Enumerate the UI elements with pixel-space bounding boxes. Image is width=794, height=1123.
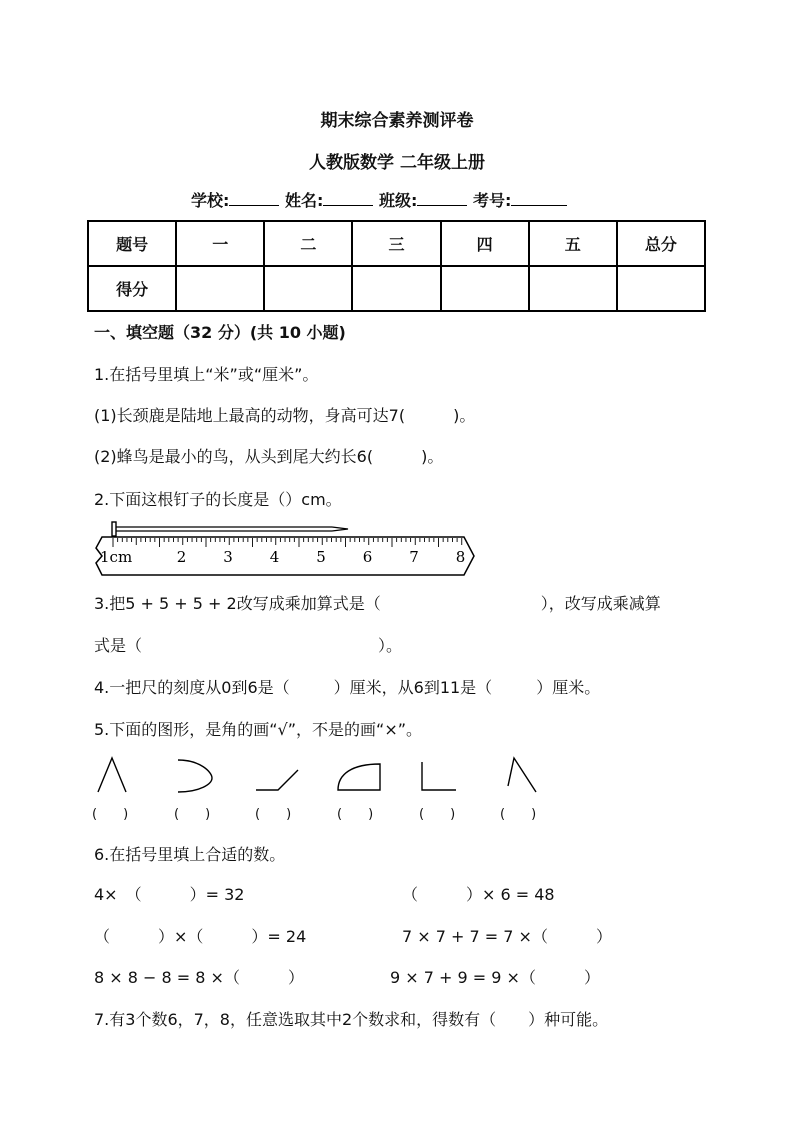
ruler-label: 7: [409, 548, 419, 566]
nail-ruler-figure: [92, 518, 482, 580]
question-1: 1.在括号里填上“米”或“厘米”。: [94, 365, 319, 384]
nail-icon: [112, 522, 348, 536]
shape-quarter-circle: [338, 764, 380, 790]
question-4-text-2: ）厘米，从6到11是（: [333, 678, 493, 697]
question-3-text: 3.把5 + 5 + 5 + 2改写成乘加算式是（: [94, 594, 381, 613]
score-cell[interactable]: [529, 266, 617, 311]
school-blank[interactable]: [229, 191, 279, 206]
table-cell: 四: [441, 221, 529, 266]
ruler-label: 8: [455, 548, 466, 566]
ruler-label: 5: [316, 548, 326, 566]
exam-subtitle: 人教版数学 二年级上册: [309, 153, 485, 173]
score-cell[interactable]: [176, 266, 264, 311]
shape-answer-2[interactable]: ( ): [174, 807, 211, 822]
table-cell: 得分: [88, 266, 176, 311]
question-6-eq-3[interactable]: （ ）×（ ）= 24: [94, 927, 307, 946]
question-6-eq-5[interactable]: 8 × 8 − 8 = 8 ×（ ）: [94, 968, 304, 987]
question-1-1-text: (1)长颈鹿是陆地上最高的动物，身高可达7(: [94, 406, 406, 425]
shape-answer-6[interactable]: ( ): [500, 807, 537, 822]
table-cell: 二: [264, 221, 352, 266]
question-4-end: ）厘米。: [536, 678, 601, 697]
question-6-eq-2[interactable]: （ ）× 6 = 48: [402, 885, 555, 904]
class-label: 班级:: [378, 191, 418, 210]
question-3-line2: [94, 633, 402, 656]
question-1-2-end: )。: [421, 447, 444, 466]
school-label: 学校:: [191, 191, 230, 210]
score-cell[interactable]: [441, 266, 529, 311]
shape-answer-4[interactable]: ( ): [337, 807, 374, 822]
table-cell: 题号: [88, 221, 176, 266]
table-cell: 五: [529, 221, 617, 266]
score-cell[interactable]: [264, 266, 352, 311]
shape-right-angle: [422, 762, 456, 790]
score-cell[interactable]: [617, 266, 705, 311]
exam-number-label: 考号:: [472, 191, 512, 210]
ruler-label: 4: [269, 548, 280, 566]
shape-answer-1[interactable]: ( ): [92, 807, 129, 822]
table-cell: 一: [176, 221, 264, 266]
question-1-1-end: )。: [453, 406, 476, 425]
question-3-end: ）。: [378, 636, 403, 655]
question-1-2: [94, 444, 443, 467]
shape-angle-2: [508, 758, 536, 792]
question-7: 7.有3个数6，7，8，任意选取其中2个数求和，得数有（ ）种可能。: [94, 1010, 609, 1029]
shape-angle-1: [98, 758, 126, 792]
shapes-row: [90, 752, 560, 797]
question-1-2-text: (2)蜂鸟是最小的鸟，从头到尾大约长6(: [94, 447, 374, 466]
question-3: [94, 591, 661, 614]
score-table: [87, 220, 706, 312]
question-5: 5.下面的图形，是角的画“√”，不是的画“×”。: [94, 720, 423, 739]
question-6-eq-4[interactable]: 7 × 7 + 7 = 7 ×（ ）: [402, 927, 612, 946]
table-cell: 三: [352, 221, 440, 266]
question-3-text-3: 式是（: [94, 636, 143, 655]
shape-answer-5[interactable]: ( ): [419, 807, 456, 822]
class-blank[interactable]: [417, 191, 467, 206]
question-4-text: 4.一把尺的刻度从0到6是（: [94, 678, 290, 697]
shape-arc-1: [178, 760, 212, 792]
question-3-text-2: ），改写成乘减算: [540, 594, 661, 613]
ruler-label: 6: [362, 548, 373, 566]
name-label: 姓名:: [284, 191, 324, 210]
section-title: 一、填空题（32 分）(共 10 小题): [94, 323, 346, 342]
score-cell[interactable]: [352, 266, 440, 311]
shape-answer-3[interactable]: ( ): [255, 807, 292, 822]
name-blank[interactable]: [323, 191, 373, 206]
question-6: 6.在括号里填上合适的数。: [94, 845, 286, 864]
ruler-label: 2: [176, 548, 187, 566]
ruler-label: 1cm: [100, 548, 133, 566]
exam-number-blank[interactable]: [511, 191, 567, 206]
table-row-score: [88, 266, 705, 311]
ruler-label: 3: [223, 548, 233, 566]
question-4: [94, 675, 600, 698]
question-2: 2.下面这根钉子的长度是（）cm。: [94, 490, 342, 509]
table-row-header: [88, 221, 705, 266]
question-6-eq-1[interactable]: 4× （ ）= 32: [94, 885, 245, 904]
table-cell: 总分: [617, 221, 705, 266]
question-1-1: [94, 403, 475, 426]
exam-title: 期末综合素养测评卷: [320, 111, 474, 131]
info-fields: [191, 188, 567, 211]
shape-bent-line: [256, 770, 298, 790]
question-6-eq-6[interactable]: 9 × 7 + 9 = 9 ×（ ）: [390, 968, 600, 987]
